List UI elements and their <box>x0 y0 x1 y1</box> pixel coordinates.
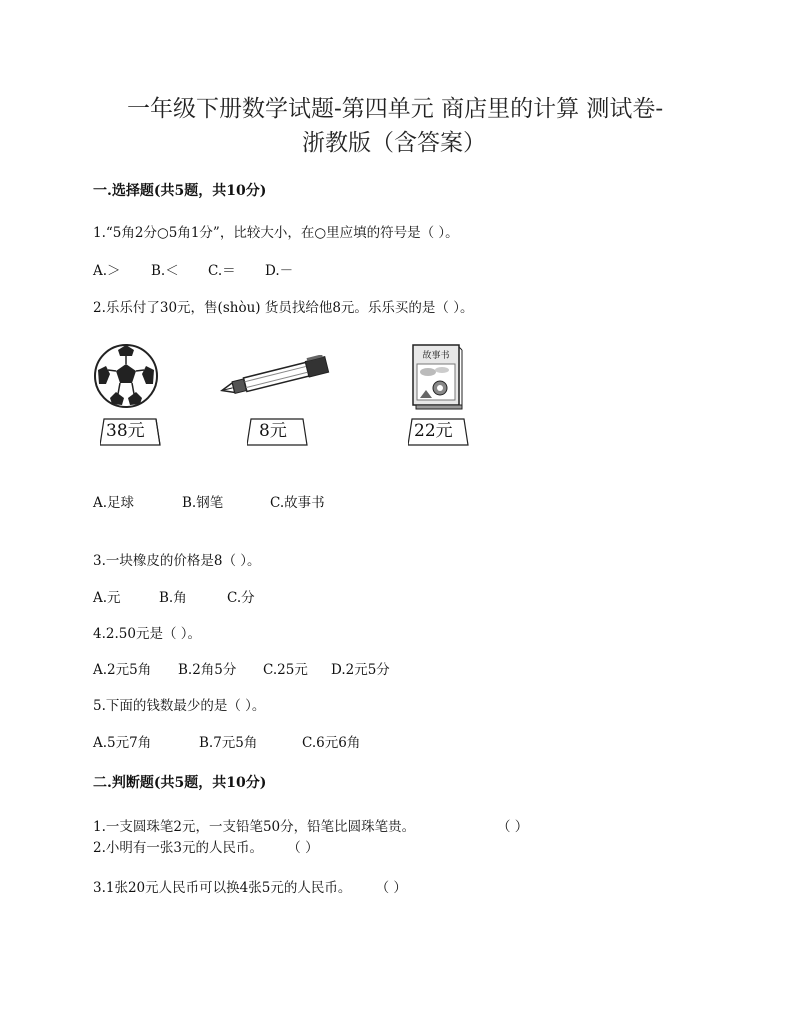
soccer-ball-icon <box>94 340 160 412</box>
option-c[interactable]: C.＝ <box>208 263 236 279</box>
fountain-pen-icon <box>218 355 334 397</box>
option-a[interactable]: A.足球 <box>93 495 135 511</box>
question-3-options <box>93 586 255 606</box>
option-a[interactable]: A.元 <box>93 590 121 606</box>
price-label: 38元 <box>106 421 145 441</box>
question-2: 2.乐乐付了30元，售(shòu) 货员找给他8元。乐乐买的是（ ）。 <box>93 300 474 316</box>
answer-blank[interactable]: （ ） <box>287 840 319 856</box>
book-cover-text: 故事书 <box>422 351 450 361</box>
option-c[interactable]: C.6元6角 <box>302 735 361 751</box>
question-5-options <box>93 731 360 751</box>
option-d[interactable]: D.－ <box>265 263 294 279</box>
price-tag-story-book <box>408 418 466 444</box>
question-2-options <box>93 491 325 511</box>
story-book-icon <box>410 342 464 410</box>
judgment-question-2 <box>93 836 319 856</box>
question-4-options <box>93 658 390 678</box>
question-text: 1.一支圆珠笔2元，一支铅笔50分，铅笔比圆珠笔贵。 <box>93 819 416 835</box>
answer-blank[interactable]: （ ） <box>497 819 529 835</box>
option-a[interactable]: A.＞ <box>93 263 121 279</box>
price-label: 8元 <box>259 421 287 441</box>
option-c[interactable]: C.25元 <box>263 662 308 678</box>
question-text: 3.1张20元人民币可以换4张5元的人民币。 <box>93 880 352 896</box>
option-b[interactable]: B.钢笔 <box>182 495 224 511</box>
price-tag-fountain-pen <box>247 418 305 444</box>
question-4: 4.2.50元是（ ）。 <box>93 626 201 642</box>
option-c[interactable]: C.故事书 <box>270 495 325 511</box>
option-b[interactable]: B.2角5分 <box>178 662 237 678</box>
price-label: 22元 <box>414 421 453 441</box>
page-title-line1: 一年级下册数学试题-第四单元 商店里的计算 测试卷- <box>127 96 664 122</box>
judgment-question-3 <box>93 876 407 896</box>
price-tag-soccer-ball <box>100 418 158 444</box>
page-title-line2: 浙教版（含答案） <box>302 130 486 156</box>
option-d[interactable]: D.2元5分 <box>331 662 390 678</box>
question-3: 3.一块橡皮的价格是8（ ）。 <box>93 553 261 569</box>
option-b[interactable]: B.角 <box>159 590 187 606</box>
section-heading-judgment: 二.判断题(共5题，共10分) <box>93 775 267 791</box>
question-1: 1.“5角2分○5角1分”，比较大小，在○里应填的符号是（ ）。 <box>93 225 459 241</box>
question-text: 2.小明有一张3元的人民币。 <box>93 840 263 856</box>
option-b[interactable]: B.7元5角 <box>199 735 258 751</box>
option-a[interactable]: A.5元7角 <box>93 735 152 751</box>
question-1-options <box>93 259 293 279</box>
judgment-question-1 <box>93 815 415 835</box>
answer-blank[interactable]: （ ） <box>375 880 407 896</box>
question-5: 5.下面的钱数最少的是（ ）。 <box>93 698 266 714</box>
option-a[interactable]: A.2元5角 <box>93 662 152 678</box>
option-b[interactable]: B.＜ <box>151 263 179 279</box>
option-c[interactable]: C.分 <box>227 590 255 606</box>
section-heading-choice: 一.选择题(共5题，共10分) <box>93 183 267 199</box>
